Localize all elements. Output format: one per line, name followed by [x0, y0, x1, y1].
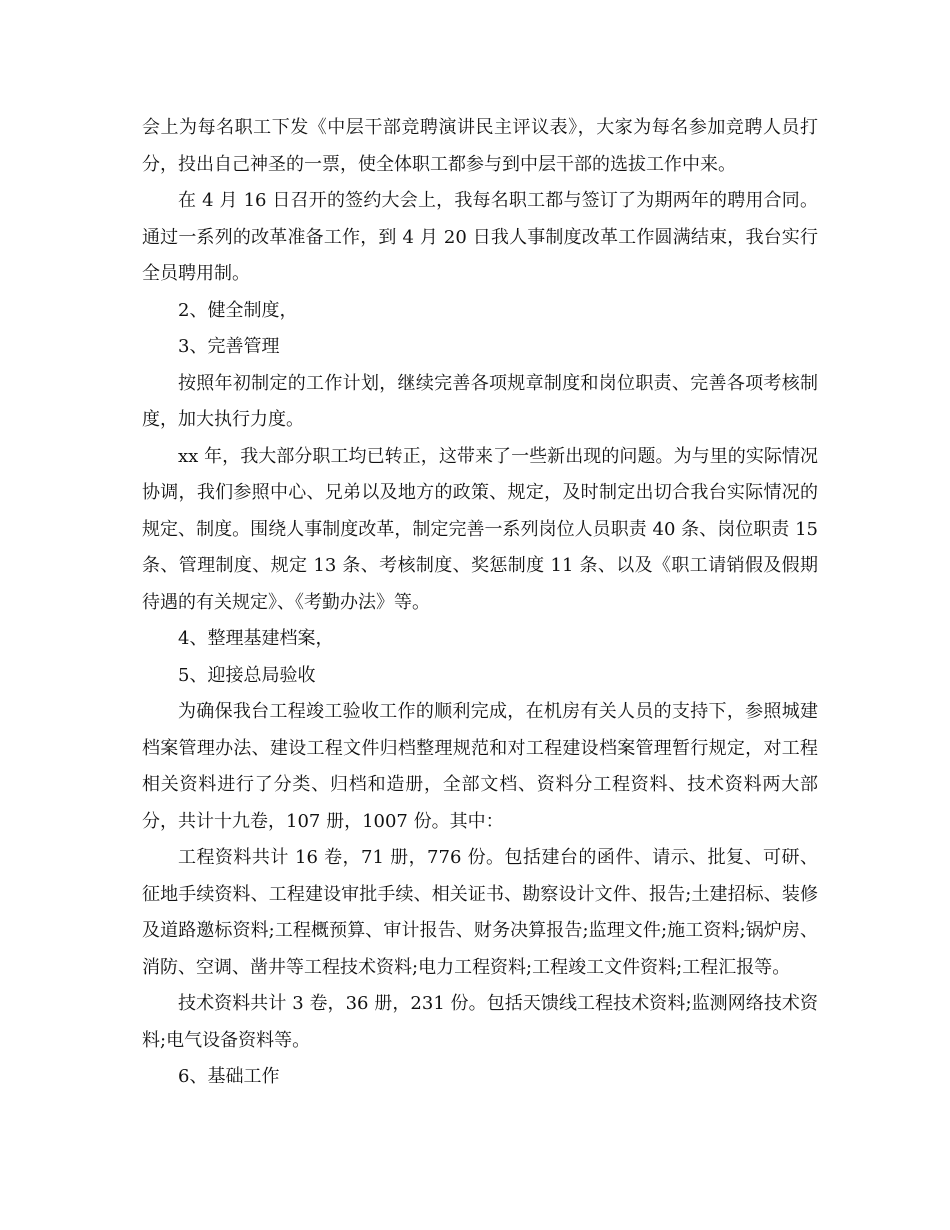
paragraph-work-plan: 按照年初制定的工作计划，继续完善各项规章制度和岗位职责、完善各项考核制度，加大执行力度。 [142, 372, 818, 430]
section-heading-2: 2、健全制度， [178, 299, 298, 321]
paragraph-continuation: 会上为每名职工下发《中层干部竞聘演讲民主评议表》，大家为每名参加竞聘人员打分，投出自己神圣的一票，使全体职工都参与到中层干部的选拔工作中来。 [142, 117, 818, 175]
section-heading-4: 4、整理基建档案， [178, 628, 334, 649]
paragraph-technical-materials: 技术资料共计 3 卷，36 册，231 份。包括天馈线工程技术资料;监测网络技术资料;电气设备资料等。 [142, 993, 818, 1051]
section-heading-6: 6、基础工作 [178, 1066, 280, 1087]
paragraph-signing-meeting: 在 4 月 16 日召开的签约大会上，我每名职工都与签订了为期两年的聘用合同。通过一系列的改革准备工作，到 4 月 20 日我人事制度改革工作圆满结束，我台实行全员聘用制。 [142, 190, 818, 284]
paragraph-engineering-materials: 工程资料共计 16 卷，71 册，776 份。包括建台的函件、请示、批复、可研、征地手续资料、工程建设审批手续、相关证书、勘察设计文件、报告;土建招标、装修及道路邀标资料;工程概预算、审计报告、财务决算报告;监理文件;施工资料;锅炉房、消防、空调、凿井等工程技术资料;电力工程资料;工程竣工文件资料;工程汇报等。 [142, 847, 818, 978]
paragraph-regulations: xx 年，我大部分职工均已转正，这带来了一些新出现的问题。为与里的实际情况协调，我们参照中心、兄弟以及地方的政策、规定，及时制定出切合我台实际情况的规定、制度。围绕人事制度改革，制定完善一系列岗位人员职责 40 条、岗位职责 15 条、管理制度、规定 13 条、考核制度、奖惩制度 11 条、以及《职工请销假及假期待遇的有关规定》、《考勤办法》等。 [142, 445, 818, 613]
section-heading-3: 3、完善管理 [178, 336, 280, 357]
document-body [142, 110, 818, 1096]
section-heading-5: 5、迎接总局验收 [178, 664, 316, 686]
paragraph-archives: 为确保我台工程竣工验收工作的顺利完成，在机房有关人员的支持下，参照城建档案管理办法、建设工程文件归档整理规范和对工程建设档案管理暂行规定，对工程相关资料进行了分类、归档和造册，全部文档、资料分工程资料、技术资料两大部分，共计十九卷，107 册，1007 份。其中： [142, 701, 818, 832]
